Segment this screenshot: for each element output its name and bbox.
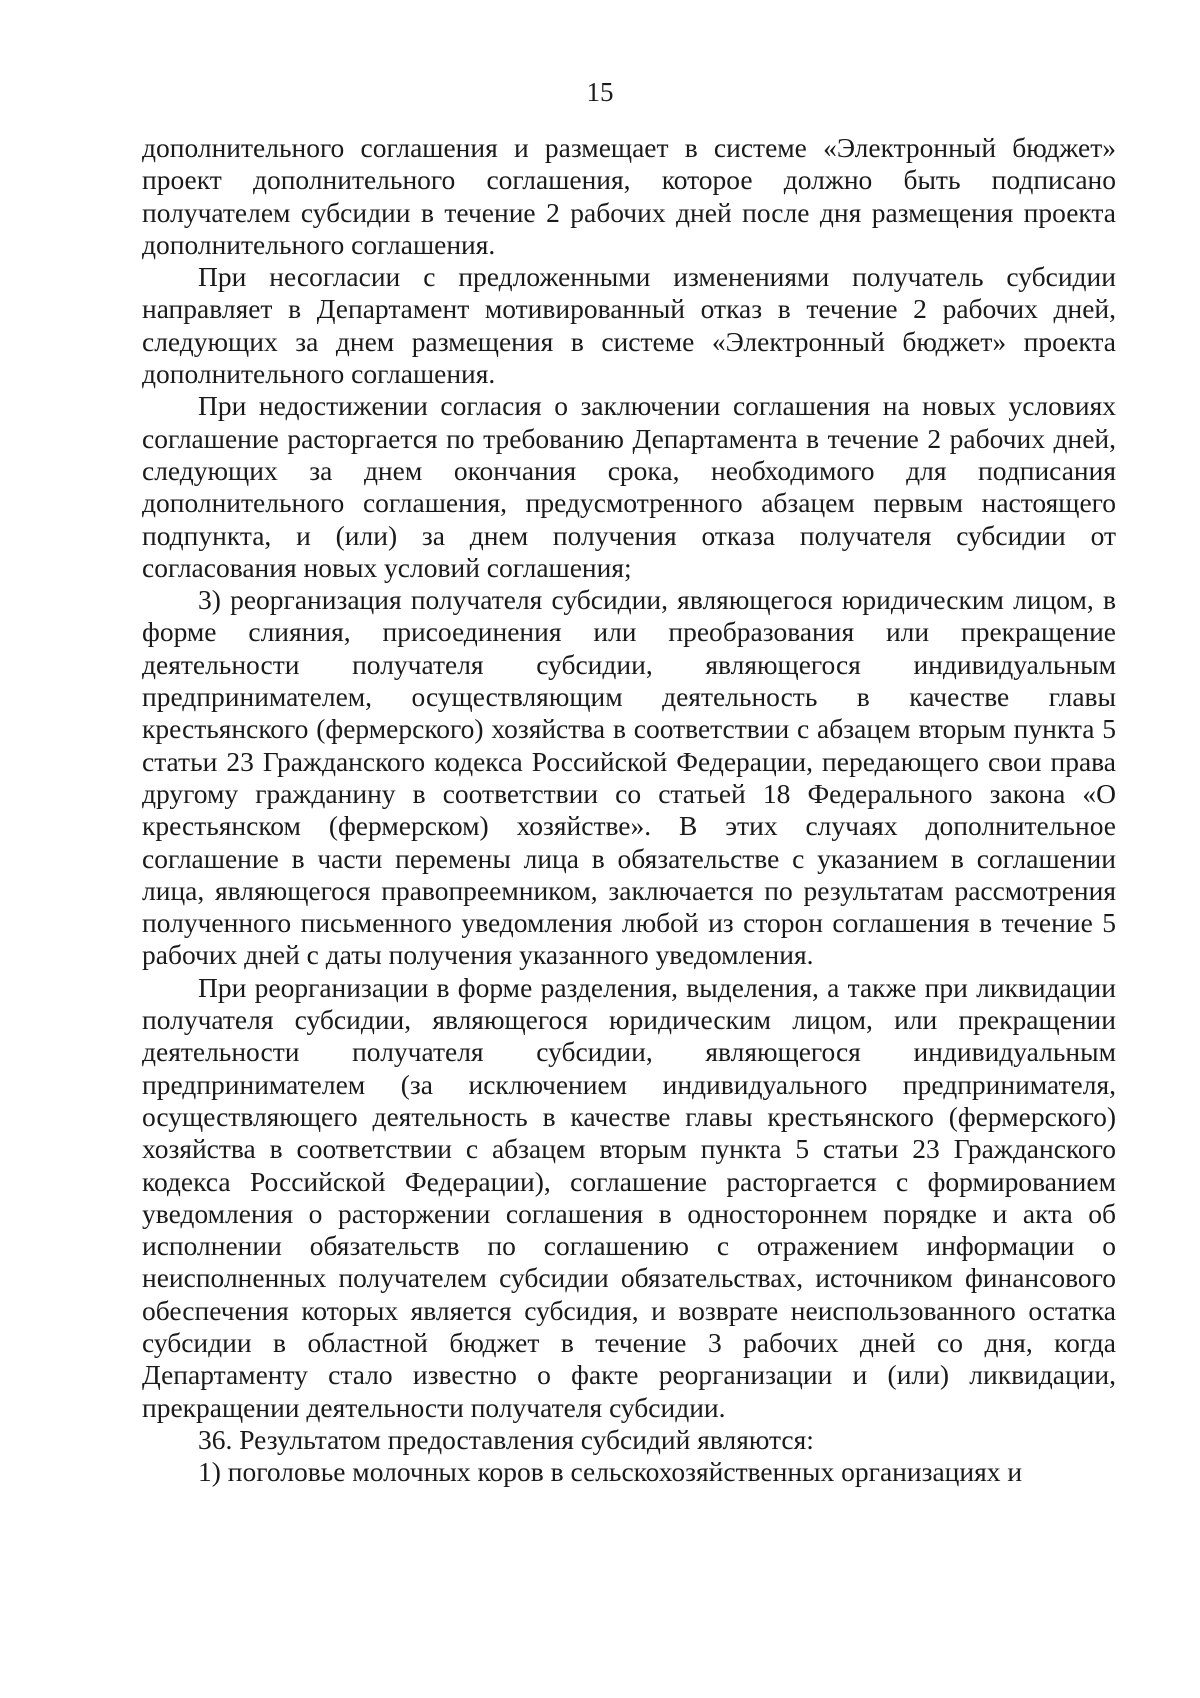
paragraph-5: При реорганизации в форме разделения, выделения, а также при ликвидации получателя субсидии, являющегося юридическим лицом, или прекращении деятельности получателя субсидии, являющегося индивидуальным предпринимателем (за исключением индивидуального предпринимателя, осуществляющего деятельность в качестве главы крестьянского (фермерского) хозяйства в соответствии с абзацем вторым пункта 5 статьи 23 Гражданского кодекса Российской Федерации), соглашение расторгается с формированием уведомления о расторжении соглашения в одностороннем порядке и акта об исполнении обязательств по соглашению с отражением информации о неисполненных получателем субсидии обязательствах, источником финансового обеспечения которых является субсидия, и возврате неиспользованного остатка субсидии в областной бюджет в течение 3 рабочих дней со дня, когда Департаменту стало известно о факте реорганизации и (или) ликвидации, прекращении деятельности получателя субсидии. [142,971,1116,1423]
paragraph-3: При недостижении согласия о заключении соглашения на новых условиях соглашение расторгается по требованию Департамента в течение 2 рабочих дней, следующих за днем окончания срока, необходимого для подписания дополнительного соглашения, предусмотренного абзацем первым настоящего подпункта, и (или) за днем получения отказа получателя субсидии от согласования новых условий соглашения; [142,390,1116,583]
page-number: 15 [586,77,614,107]
paragraph-6: 36. Результатом предоставления субсидий являются: [198,1423,814,1455]
paragraph-4: 3) реорганизация получателя субсидии, являющегося юридическим лицом, в форме слияния, присоединения или преобразования или прекращение деятельности получателя субсидии, являющегося индивидуальным предпринимателем, осуществляющим деятельность в качестве главы крестьянского (фермерского) хозяйства в соответствии с абзацем вторым пункта 5 статьи 23 Гражданского кодекса Российской Федерации, передающего свои права другому гражданину в соответствии со статьей 18 Федерального закона «О крестьянском (фермерском) хозяйстве». В этих случаях дополнительное соглашение в части перемены лица в обязательстве с указанием в соглашении лица, являющегося правопреемником, заключается по результатам рассмотрения полученного письменного уведомления любой из сторон соглашения в течение 5 рабочих дней с даты получения указанного уведомления. [142,584,1116,971]
document-body [142,132,1116,1488]
paragraph-2: При несогласии с предложенными изменениями получатель субсидии направляет в Департамент мотивированный отказ в течение 2 рабочих дней, следующих за днем размещения в системе «Электронный бюджет» проекта дополнительного соглашения. [142,261,1116,390]
paragraph-7: 1) поголовье молочных коров в сельскохозяйственных организациях и [198,1456,1023,1488]
paragraph-1: дополнительного соглашения и размещает в системе «Электронный бюджет» проект дополнительного соглашения, которое должно быть подписано получателем субсидии в течение 2 рабочих дней после дня размещения проекта дополнительного соглашения. [142,132,1116,260]
